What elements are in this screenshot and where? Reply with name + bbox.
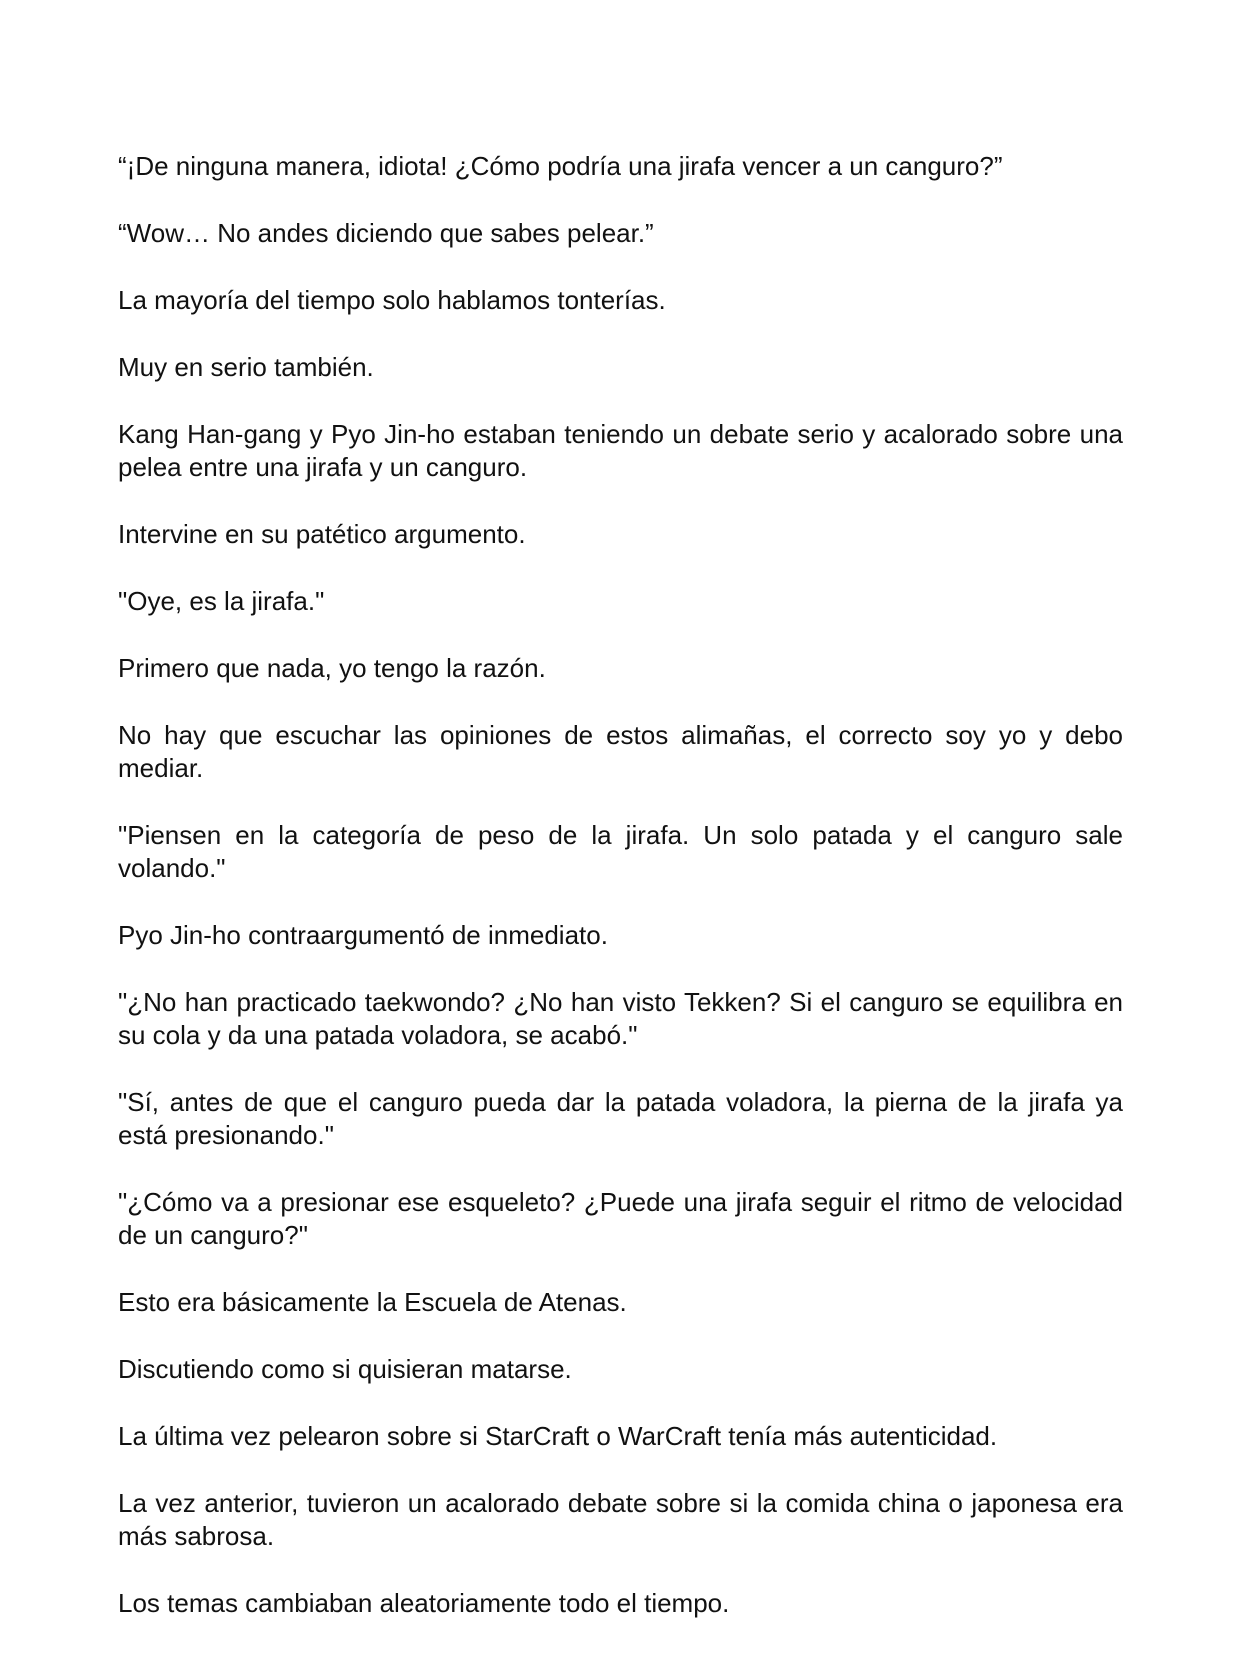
- paragraph-9: No hay que escuchar las opiniones de estos alimañas, el correcto soy yo y debo mediar.: [118, 720, 1123, 783]
- paragraph-11: Pyo Jin-ho contraargumentó de inmediato.: [118, 920, 608, 950]
- paragraph-12: "¿No han practicado taekwondo? ¿No han visto Tekken? Si el canguro se equilibra en su cola y da una patada voladora, se acabó.": [118, 987, 1123, 1050]
- paragraph-2: “Wow… No andes diciendo que sabes pelear.”: [118, 218, 654, 248]
- paragraph-1: “¡De ninguna manera, idiota! ¿Cómo podría una jirafa vencer a un canguro?”: [118, 151, 1003, 181]
- paragraph-14: "¿Cómo va a presionar ese esqueleto? ¿Puede una jirafa seguir el ritmo de velocidad de un canguro?": [118, 1187, 1123, 1250]
- paragraph-16: Discutiendo como si quisieran matarse.: [118, 1354, 572, 1384]
- paragraph-7: "Oye, es la jirafa.": [118, 586, 325, 616]
- paragraph-13: "Sí, antes de que el canguro pueda dar la patada voladora, la pierna de la jirafa ya está presionando.": [118, 1087, 1123, 1150]
- paragraph-5: Kang Han-gang y Pyo Jin-ho estaban teniendo un debate serio y acalorado sobre una pelea entre una jirafa y un canguro.: [118, 419, 1123, 482]
- paragraph-6: Intervine en su patético argumento.: [118, 519, 526, 549]
- body-text: [118, 150, 1123, 1654]
- paragraph-3: La mayoría del tiempo solo hablamos tonterías.: [118, 285, 666, 315]
- paragraph-18: La vez anterior, tuvieron un acalorado debate sobre si la comida china o japonesa era más sabrosa.: [118, 1488, 1123, 1551]
- paragraph-17: La última vez pelearon sobre si StarCraft o WarCraft tenía más autenticidad.: [118, 1421, 998, 1451]
- paragraph-4: Muy en serio también.: [118, 352, 374, 382]
- paragraph-8: Primero que nada, yo tengo la razón.: [118, 653, 546, 683]
- paragraph-15: Esto era básicamente la Escuela de Atenas.: [118, 1287, 627, 1317]
- paragraph-10: "Piensen en la categoría de peso de la jirafa. Un solo patada y el canguro sale volando.": [118, 820, 1123, 883]
- paragraph-19: Los temas cambiaban aleatoriamente todo el tiempo.: [118, 1588, 730, 1618]
